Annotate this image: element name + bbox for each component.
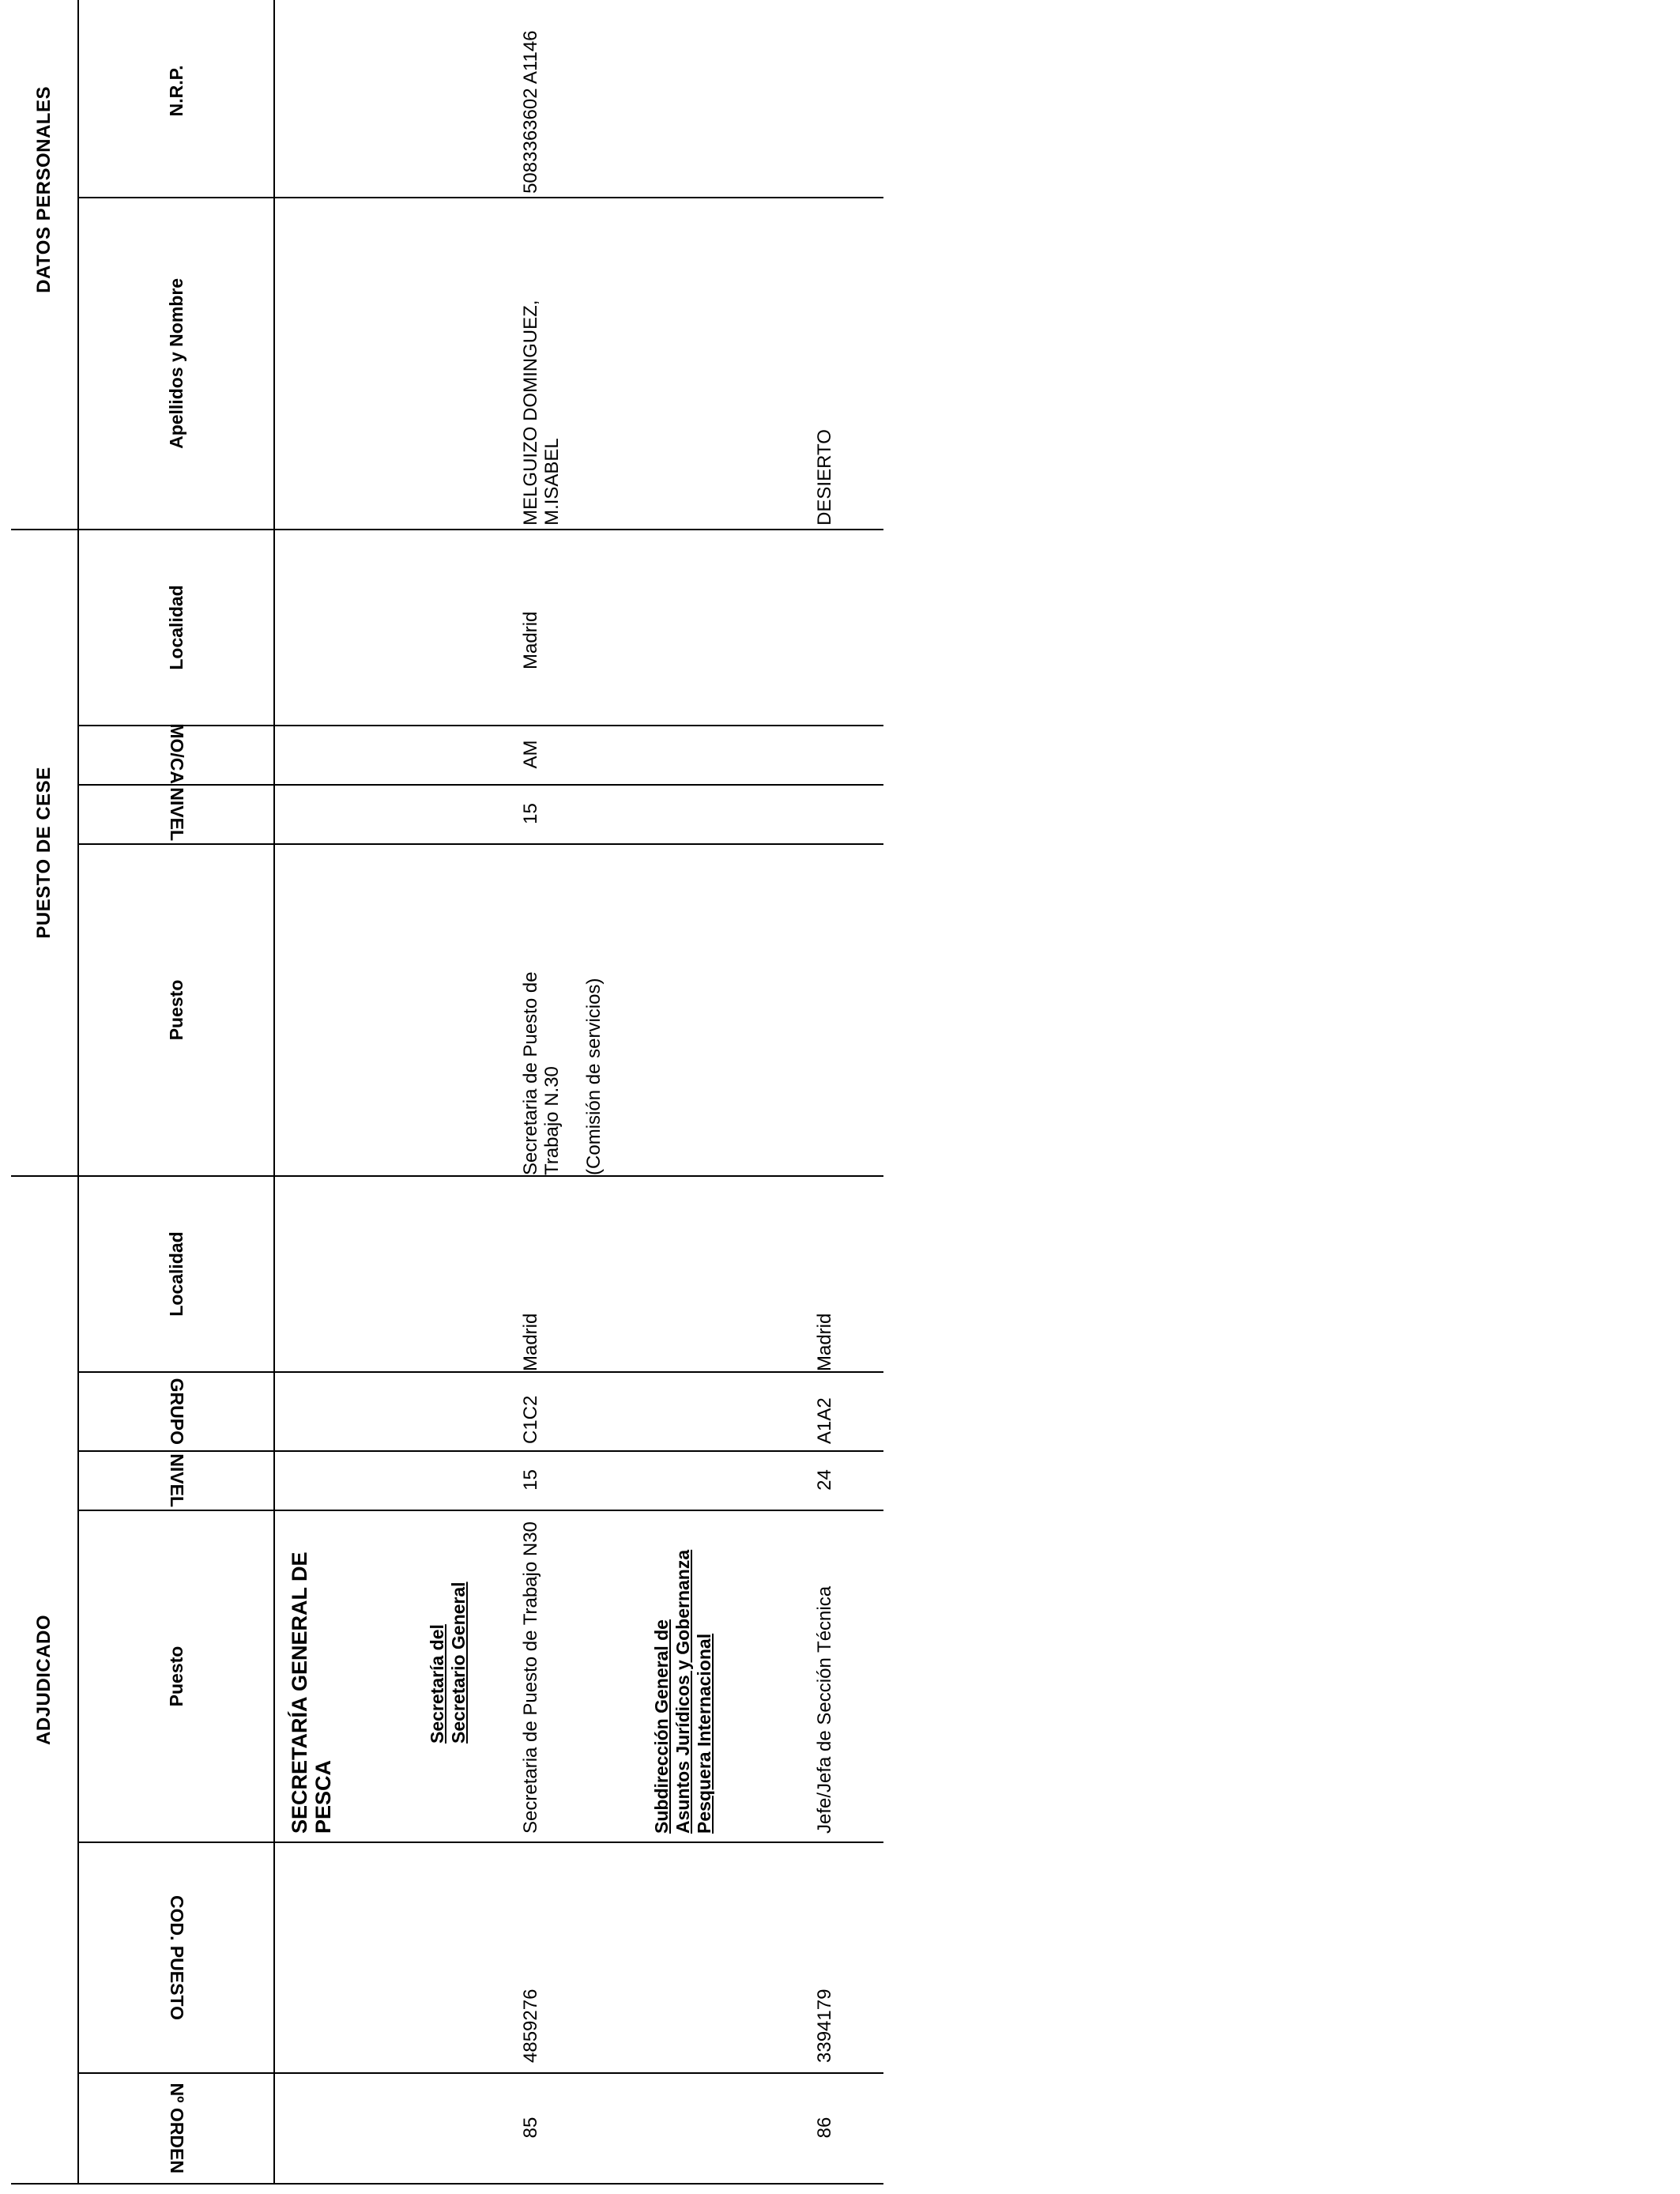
cese-nivel-85: 15 [520, 803, 541, 824]
nrp-85: 5083363602 A1146 [520, 30, 541, 194]
orden-86: 86 [814, 2117, 835, 2139]
grupo-85: C1C2 [520, 1395, 541, 1444]
puesto-86: Jefe/Jefa de Sección Técnica [814, 1585, 835, 1834]
column-header-row [78, 0, 274, 2184]
puesto-85: Secretaria de Puesto de Trabajo N30 [520, 1521, 541, 1834]
col-grupo [274, 1372, 883, 1451]
orden-85: 85 [520, 2117, 541, 2139]
col-apellidos [274, 198, 883, 530]
header-cod-puesto: COD. PUESTO [78, 1842, 274, 2073]
apellidos-86: DESIERTO [814, 429, 835, 526]
col-nivel [274, 1451, 883, 1510]
apellidos-85: MELGUIZO DOMINGUEZ, M.ISABEL [520, 300, 563, 526]
section-datos-personales: DATOS PERSONALES [11, 0, 78, 530]
header-cese-localidad: Localidad [78, 530, 274, 726]
header-puesto: Puesto [78, 1510, 274, 1842]
cese-localidad-85: Madrid [520, 611, 541, 669]
col-orden [274, 2073, 883, 2184]
adjudication-table [11, 0, 883, 2185]
header-grupo: GRUPO [78, 1372, 274, 1451]
header-orden: Nº ORDEN [78, 2073, 274, 2184]
heading-subdireccion: Subdirección General de Asuntos Jurídicos y Gobernanza Pesquera Internacional [651, 1549, 714, 1834]
header-cese-puesto: Puesto [78, 844, 274, 1176]
localidad-86: Madrid [814, 1313, 835, 1371]
localidad-85: Madrid [520, 1313, 541, 1371]
col-cese-moca [274, 726, 883, 785]
header-apellidos: Apellidos y Nombre [78, 198, 274, 530]
section-header-row [11, 0, 78, 2184]
header-nivel: NIVEL [78, 1451, 274, 1510]
grupo-86: A1A2 [814, 1397, 835, 1444]
header-nrp: N.R.P. [78, 0, 274, 198]
heading-secretaria: SECRETARÍA GENERAL DE PESCA [288, 1551, 335, 1834]
header-localidad: Localidad [78, 1176, 274, 1372]
cese-puesto-85: Secretaria de Puesto de Trabajo N.30 [520, 971, 563, 1175]
header-cese-moca: MO/CA [78, 726, 274, 785]
col-cese-puesto [274, 844, 883, 1176]
col-cod-puesto [274, 1842, 883, 2073]
col-cese-nivel [274, 785, 883, 844]
heading-secretaria-sub: Secretaría del Secretario General [427, 1581, 469, 1744]
cese-nota-85: (Comisión de servicios) [583, 978, 605, 1175]
section-adjudicado: ADJUDICADO [11, 1176, 78, 2184]
col-nrp [274, 0, 883, 198]
section-puesto-cese: PUESTO DE CESE [11, 530, 78, 1176]
header-cese-nivel: NIVEL [78, 785, 274, 844]
nivel-86: 24 [814, 1469, 835, 1491]
col-puesto [274, 1510, 883, 1842]
cod-puesto-86: 3394179 [814, 1989, 835, 2063]
cese-moca-85: AM [520, 740, 541, 769]
cod-puesto-85: 4859276 [520, 1989, 541, 2063]
col-cese-localidad [274, 530, 883, 726]
nivel-85: 15 [520, 1469, 541, 1491]
col-localidad [274, 1176, 883, 1372]
table-body-row [274, 0, 883, 2184]
